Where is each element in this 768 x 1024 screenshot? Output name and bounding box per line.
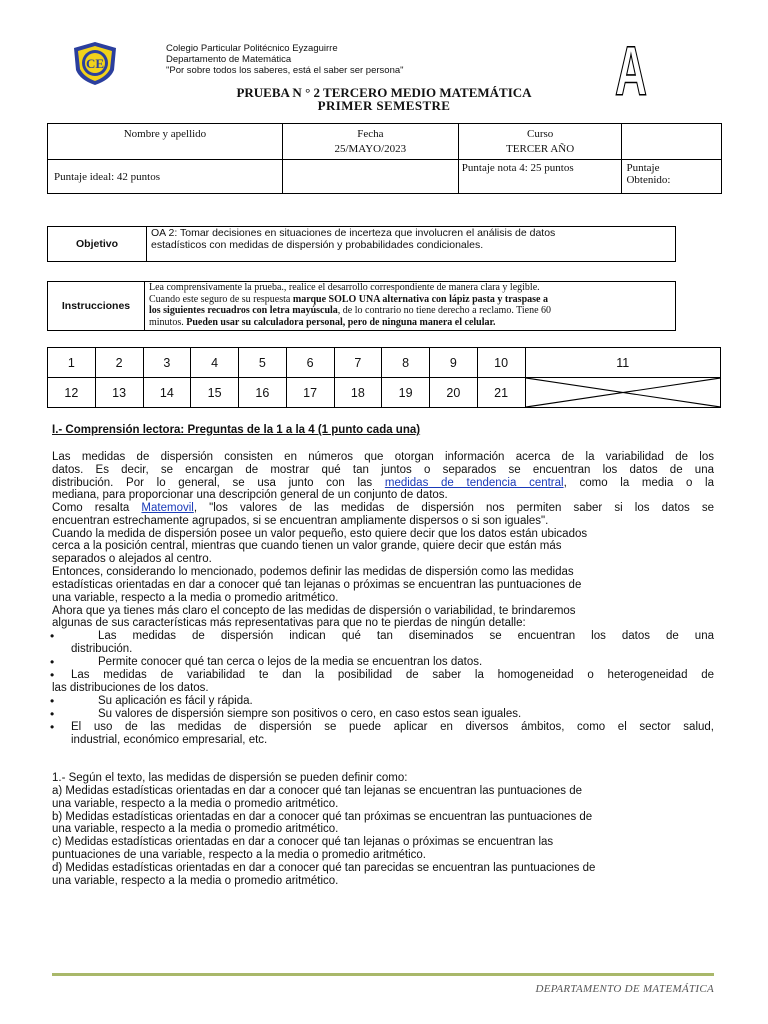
reading-line: Entonces, considerando lo mencionado, podemos definir las medidas de dispersión como las medidas bbox=[52, 566, 574, 578]
ideal-score: Puntaje ideal: 42 puntos bbox=[48, 160, 283, 194]
reading-line: Cuando la medida de dispersión posee un valor pequeño, esto quiere decir que los datos están ubicados bbox=[52, 528, 588, 540]
answer-cell[interactable]: 1 bbox=[48, 348, 96, 378]
answer-cell[interactable]: 16 bbox=[239, 378, 287, 408]
answer-cell[interactable]: 20 bbox=[430, 378, 478, 408]
school-name: Colegio Particular Politécnico Eyzaguirre bbox=[166, 43, 338, 54]
answer-cell[interactable]: 5 bbox=[239, 348, 287, 378]
cross-out-mark bbox=[526, 378, 721, 407]
answer-cell[interactable]: 8 bbox=[382, 348, 430, 378]
option-b-line-2: una variable, respecto a la media o promedio aritmético. bbox=[52, 823, 339, 835]
answer-grid-row-2 bbox=[48, 378, 721, 408]
course-value: TERCER AÑO bbox=[506, 143, 575, 155]
answer-cell[interactable]: 14 bbox=[143, 378, 191, 408]
option-a-line-2: una variable, respecto a la media o promedio aritmético. bbox=[52, 798, 339, 810]
logo-text: CE bbox=[85, 56, 105, 71]
answer-cell[interactable]: 18 bbox=[334, 378, 382, 408]
option-c-line-2: puntuaciones de una variable, respecto a la media o promedio aritmético. bbox=[52, 849, 426, 861]
bullet-item: • Las medidas de dispersión indican qué tan diseminados se encuentran los datos de una distribución. bbox=[50, 629, 714, 655]
name-label: Nombre y apellido bbox=[123, 128, 207, 140]
objective-line-2: estadísticos con medidas de dispersión y probabilidades condicionales. bbox=[151, 238, 484, 251]
school-logo bbox=[70, 40, 120, 86]
option-d-line-1: d) Medidas estadísticas orientadas en dar a conocer qué tan parecidas se encuentran las puntuaciones de bbox=[52, 862, 596, 874]
link-matemovil[interactable]: Matemovil bbox=[141, 502, 194, 514]
bullet-item: • Su aplicación es fácil y rápida. bbox=[50, 694, 253, 708]
bullet-icon: • bbox=[50, 720, 55, 734]
reading-line: Como resalta Matemovil, "los valores de las medidas de dispersión nos permiten saber si los datos se bbox=[52, 502, 714, 514]
answer-cell[interactable]: 13 bbox=[95, 378, 143, 408]
reading-line: distribución. Por lo general, se usa junto con las medidas de tendencia central, como la media o la bbox=[52, 477, 714, 489]
score-obtained-label-2: Obtenido: bbox=[626, 174, 671, 186]
option-c-line-1: c) Medidas estadísticas orientadas en dar a conocer qué tan lejanas o próximas se encuentran las bbox=[52, 836, 554, 848]
reading-line: separados o alejados al centro. bbox=[52, 553, 212, 565]
bullet-item: • El uso de las medidas de dispersión se puede aplicar en diversos ámbitos, como el sector salud, industrial, económico empresarial, etc. bbox=[50, 720, 714, 746]
instructions-line-3: los siguientes recuadros con letra mayúscula, de lo contrario no tiene derecho a reclamo. Tiene 60 bbox=[149, 305, 552, 316]
instructions-box bbox=[47, 281, 676, 331]
reading-line: Ahora que ya tienes más claro el concepto de las medidas de dispersión o variabilidad, te brindaremos bbox=[52, 605, 576, 617]
reading-line: datos. Es decir, se encargan de mostrar qué tan juntos o separados se encuentran los datos de una bbox=[52, 464, 714, 476]
reading-line: estadísticas orientadas en dar a conocer qué tan lejanas o próximas se encuentran las puntuaciones de bbox=[52, 579, 582, 591]
reading-line: algunas de sus características más representativas para que no te pierdas de ningún detalle: bbox=[52, 617, 526, 629]
date-value: 25/MAYO/2023 bbox=[334, 143, 407, 155]
objective-label: Objetivo bbox=[48, 227, 147, 262]
department-name: Departamento de Matemática bbox=[166, 54, 292, 65]
answer-cell[interactable]: 2 bbox=[95, 348, 143, 378]
test-title: PRUEBA N ° 2 TERCERO MEDIO MATEMÁTICA bbox=[236, 85, 532, 100]
answer-cell[interactable]: 19 bbox=[382, 378, 430, 408]
option-d-line-2: una variable, respecto a la media o promedio aritmético. bbox=[52, 875, 339, 887]
bullet-icon: • bbox=[50, 707, 55, 721]
answer-cell[interactable]: 17 bbox=[286, 378, 334, 408]
instructions-line-4: minutos. Pueden usar su calculadora personal, pero de ninguna manera el celular. bbox=[149, 316, 496, 328]
footer-rule bbox=[52, 973, 714, 976]
instructions-text bbox=[145, 282, 676, 331]
answer-cell[interactable]: 12 bbox=[48, 378, 96, 408]
bullet-icon: • bbox=[50, 694, 55, 708]
answer-cell[interactable]: 9 bbox=[430, 348, 478, 378]
crossed-out-cell bbox=[525, 378, 721, 408]
course-cell bbox=[458, 124, 622, 160]
bullet-icon: • bbox=[50, 629, 55, 643]
answer-cell[interactable]: 10 bbox=[477, 348, 525, 378]
test-subtitle: PRIMER SEMESTRE bbox=[317, 98, 451, 113]
answer-cell[interactable]: 7 bbox=[334, 348, 382, 378]
bullet-icon: • bbox=[50, 668, 55, 682]
school-motto: "Por sobre todos los saberes, está el saber ser persona" bbox=[166, 65, 404, 76]
reading-line: encuentran estrechamente agrupados, si se encuentran ampliamente dispersos o si son iguales". bbox=[52, 515, 549, 527]
answer-grid bbox=[47, 347, 721, 408]
objective-text bbox=[147, 227, 676, 262]
reading-line: Las medidas de dispersión consisten en números que otorgan información acerca de la variabilidad de los bbox=[52, 451, 714, 463]
score-obtained-cell[interactable] bbox=[622, 160, 722, 194]
score-input-cell[interactable] bbox=[282, 160, 458, 194]
instructions-line-1: Lea comprensivamente la prueba., realice el desarrollo correspondiente de manera clara y legible. bbox=[149, 282, 540, 293]
blank-cell bbox=[622, 124, 722, 160]
student-info-table bbox=[47, 123, 722, 194]
option-b-line-1: b) Medidas estadísticas orientadas en dar a conocer qué tan próximas se encuentran las puntuaciones de bbox=[52, 811, 593, 823]
course-label: Curso bbox=[526, 128, 554, 140]
bullet-icon: • bbox=[50, 655, 55, 669]
option-a-line-1: a) Medidas estadísticas orientadas en dar a conocer qué tan lejanas se encuentran las puntuaciones de bbox=[52, 785, 582, 797]
name-cell[interactable] bbox=[48, 124, 283, 160]
answer-cell[interactable]: 6 bbox=[286, 348, 334, 378]
footer-text: DEPARTAMENTO DE MATEMÁTICA bbox=[535, 983, 714, 995]
date-label: Fecha bbox=[357, 128, 384, 140]
bullet-item: • Las medidas de variabilidad te dan la posibilidad de saber la homogeneidad o heterogeneidad de las distribuciones de los datos. bbox=[50, 668, 714, 694]
bullet-item: • Su valores de dispersión siempre son positivos o cero, en caso estos sean iguales. bbox=[50, 707, 522, 721]
score-note4: Puntaje nota 4: 25 puntos bbox=[458, 160, 622, 194]
question-stem: 1.- Según el texto, las medidas de dispersión se pueden definir como: bbox=[52, 772, 408, 784]
answer-grid-row-1 bbox=[48, 348, 721, 378]
answer-cell[interactable]: 4 bbox=[191, 348, 239, 378]
reading-line: mediana, para proporcionar una descripción general de un conjunto de datos. bbox=[52, 489, 448, 501]
answer-cell[interactable]: 11 bbox=[525, 348, 721, 378]
instructions-label: Instrucciones bbox=[48, 282, 145, 331]
score-obtained-label-1: Puntaje bbox=[626, 162, 660, 174]
reading-line: cerca a la posición central, mientras que cuando tienen un valor grande, quiere decir que están más bbox=[52, 540, 562, 552]
test-form-letter-text: A bbox=[615, 32, 647, 110]
answer-cell[interactable]: 3 bbox=[143, 348, 191, 378]
link-medidas-tendencia-central[interactable]: medidas de tendencia central bbox=[384, 477, 564, 489]
bullet-item: • Permite conocer qué tan cerca o lejos de la media se encuentran los datos. bbox=[50, 655, 483, 669]
objective-line-1: OA 2: Tomar decisiones en situaciones de incerteza que involucren el análisis de datos bbox=[151, 227, 556, 239]
reading-line: una variable, respecto a la media o promedio aritmético. bbox=[52, 592, 339, 604]
answer-cell[interactable]: 15 bbox=[191, 378, 239, 408]
instructions-line-2: Cuando este seguro de su respuesta marque SOLO UNA alternativa con lápiz pasta y traspase a bbox=[149, 293, 548, 305]
objective-box bbox=[47, 226, 676, 262]
date-cell[interactable] bbox=[282, 124, 458, 160]
answer-cell[interactable]: 21 bbox=[477, 378, 525, 408]
section-title: I.- Comprensión lectora: Preguntas de la 1 a la 4 (1 punto cada una) bbox=[52, 424, 421, 436]
